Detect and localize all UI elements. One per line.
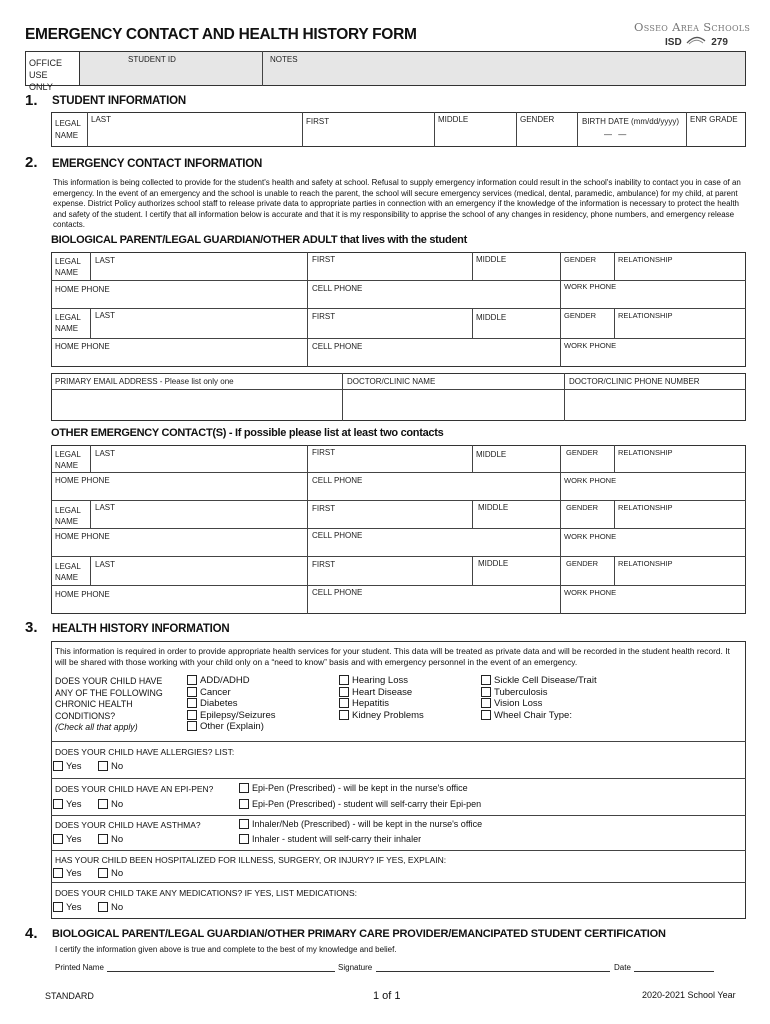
contact1-work-phone-field[interactable]: WORK PHONE <box>564 476 617 485</box>
section-3-title: HEALTH HISTORY INFORMATION <box>52 623 230 635</box>
footer-standard: STANDARD <box>45 991 94 1001</box>
birth-date-blanks: — — <box>604 130 629 139</box>
guardian1-last-field[interactable]: LAST <box>95 256 116 265</box>
checkbox-icon[interactable] <box>187 721 197 731</box>
checkbox-icon[interactable] <box>239 799 249 809</box>
condition-kidney[interactable]: Kidney Problems <box>339 710 424 722</box>
checkbox-icon[interactable] <box>239 834 249 844</box>
guardian2-legal-name-label: LEGAL NAME <box>55 313 81 333</box>
contact1-last-field[interactable]: LAST <box>95 449 116 458</box>
contact1-first-field[interactable]: FIRST <box>312 448 336 457</box>
guardian-block <box>51 252 746 367</box>
medications-no[interactable]: No <box>98 902 123 914</box>
section-1-title: STUDENT INFORMATION <box>52 95 186 107</box>
logo-isd: ISD <box>665 37 682 48</box>
checkbox-icon[interactable] <box>481 675 491 685</box>
footer-page-number: 1 of 1 <box>373 990 401 1002</box>
condition-hepatitis[interactable]: Hepatitis <box>339 698 424 710</box>
contact1-home-phone-field[interactable]: HOME PHONE <box>55 476 110 485</box>
guardian2-home-phone-field[interactable]: HOME PHONE <box>55 342 110 351</box>
signature-line[interactable] <box>376 971 610 972</box>
chronic-q-line-2: ANY OF THE FOLLOWING <box>55 687 163 698</box>
contact2-home-phone-field[interactable]: HOME PHONE <box>55 532 110 541</box>
guardian1-gender-field[interactable]: GENDER <box>564 255 597 264</box>
logo-swoosh-icon <box>685 36 707 46</box>
asthma-yes[interactable]: Yes <box>53 834 82 846</box>
printed-name-line[interactable] <box>107 971 335 972</box>
guardian2-gender-field[interactable]: GENDER <box>564 311 597 320</box>
other-contacts-block <box>51 445 746 614</box>
section-2-intro: This information is being collected to provide for the student's health and safety at school. Refusal to supply emergency information could result in the school's inability to contact you in case of an emergency. In the event of an emergency and the school is unable to reach the parent, the school will secure emergency services (medical, dental, paramedic, ambulance) for my child, at parent expense. District Policy authorizes school staff to release private data to appropriate parties in connection with an emergency if the knowledge of the information is necessary to protect the health and safety of the student. I certify that all information below is accurate and that it is my responsibility to apprise the school of any changes in residency, phone numbers, and emergency release contacts. <box>53 178 741 229</box>
office-use-label: OFFICE USE ONLY <box>29 58 62 92</box>
chronic-q-line-4: CONDITIONS? <box>55 710 116 721</box>
condition-tuberculosis[interactable]: Tuberculosis <box>481 687 597 699</box>
guardian2-relationship-field[interactable]: RELATIONSHIP <box>618 311 673 320</box>
chronic-q-line-3: CHRONIC HEALTH <box>55 699 133 710</box>
contact3-first-field[interactable]: FIRST <box>312 560 336 569</box>
section-4-number: 4. <box>25 925 38 942</box>
checkbox-icon[interactable] <box>481 710 491 720</box>
epipen-yes[interactable]: Yes <box>53 799 82 811</box>
section-1-number: 1. <box>25 92 38 109</box>
guardian1-cell-phone-field[interactable]: CELL PHONE <box>312 284 363 293</box>
form-title: EMERGENCY CONTACT AND HEALTH HISTORY FORM <box>25 26 417 43</box>
condition-wheel-chair[interactable]: Wheel Chair Type: <box>481 710 597 722</box>
contact2-cell-phone-field[interactable]: CELL PHONE <box>312 531 363 540</box>
contact3-cell-phone-field[interactable]: CELL PHONE <box>312 588 363 597</box>
contact2-first-field[interactable]: FIRST <box>312 504 336 513</box>
date-line[interactable] <box>634 971 714 972</box>
contact1-middle-field[interactable]: MIDDLE <box>476 450 507 459</box>
inhaler-self-carry-option[interactable]: Inhaler - student will self-carry their inhaler <box>239 834 421 846</box>
doctor-clinic-name-field[interactable]: DOCTOR/CLINIC NAME <box>347 377 436 386</box>
checkbox-icon[interactable] <box>239 819 249 829</box>
checkbox-icon[interactable] <box>239 783 249 793</box>
section-3-intro: This information is required in order to provide appropriate health services for your student. This data will be treated as private data and will be recorded in the student health record. It will be shared with those working with your child only on a “need to know” basis and with emergency personnel in the event of an emergency. <box>55 646 730 667</box>
contact1-legal-name-label: LEGAL NAME <box>55 450 81 470</box>
student-birth-date-field[interactable]: BIRTH DATE (mm/dd/yyyy) <box>582 117 680 126</box>
epipen-question: DOES YOUR CHILD HAVE AN EPI-PEN? <box>55 784 214 794</box>
checkbox-icon[interactable] <box>53 799 63 809</box>
primary-email-field[interactable]: PRIMARY EMAIL ADDRESS - Please list only one <box>55 377 234 386</box>
condition-hearing-loss[interactable]: Hearing Loss <box>339 675 424 687</box>
footer-school-year: 2020-2021 School Year <box>642 990 736 1000</box>
district-logo-number <box>665 36 728 48</box>
contact3-legal-name-label: LEGAL NAME <box>55 562 81 582</box>
student-legal-name-label: LEGAL NAME <box>55 119 81 140</box>
condition-epilepsy[interactable]: Epilepsy/Seizures <box>187 710 276 722</box>
checkbox-icon[interactable] <box>53 834 63 844</box>
certify-statement: I certify the information given above is true and complete to the best of my knowledge and belief. <box>55 945 397 954</box>
student-enr-grade-field[interactable]: ENR GRADE <box>690 115 738 124</box>
section-2-number: 2. <box>25 154 38 171</box>
district-logo-name: Osseo Area Schools <box>634 20 751 34</box>
checkbox-icon[interactable] <box>98 834 108 844</box>
contact2-middle-field[interactable]: MIDDLE <box>478 503 509 512</box>
epipen-nurse-option[interactable]: Epi-Pen (Prescribed) - will be kept in the nurse's office <box>239 783 468 795</box>
medications-yes[interactable]: Yes <box>53 902 82 914</box>
logo-279: 279 <box>711 37 728 48</box>
contact3-last-field[interactable]: LAST <box>95 560 116 569</box>
guardian-subtitle: BIOLOGICAL PARENT/LEGAL GUARDIAN/OTHER ADULT that lives with the student <box>51 234 467 246</box>
contact2-gender-field[interactable]: GENDER <box>566 503 599 512</box>
contact3-gender-field[interactable]: GENDER <box>566 559 599 568</box>
student-first-field[interactable]: FIRST <box>306 117 330 126</box>
section-2-title: EMERGENCY CONTACT INFORMATION <box>52 158 263 170</box>
allergies-question: DOES YOUR CHILD HAVE ALLERGIES? LIST: <box>55 747 235 757</box>
contact3-middle-field[interactable]: MIDDLE <box>478 559 509 568</box>
checkbox-icon[interactable] <box>98 799 108 809</box>
section-3-number: 3. <box>25 619 38 636</box>
hospitalized-no[interactable]: No <box>98 868 123 880</box>
guardian1-legal-name-label: LEGAL NAME <box>55 257 81 277</box>
contact2-last-field[interactable]: LAST <box>95 503 116 512</box>
checkbox-icon[interactable] <box>481 698 491 708</box>
section-4-title: BIOLOGICAL PARENT/LEGAL GUARDIAN/OTHER PRIMARY CARE PROVIDER/EMANCIPATED STUDENT CERTIFICATION <box>52 928 666 940</box>
other-contacts-subtitle: OTHER EMERGENCY CONTACT(S) - If possible please list at least two contacts <box>51 427 444 439</box>
guardian1-middle-field[interactable]: MIDDLE <box>476 255 507 264</box>
conditions-column-3 <box>481 675 597 721</box>
chronic-q-note: (Check all that apply) <box>55 722 138 733</box>
checkbox-icon[interactable] <box>98 868 108 878</box>
asthma-question: DOES YOUR CHILD HAVE ASTHMA? <box>55 820 201 830</box>
epipen-self-carry-option[interactable]: Epi-Pen (Prescribed) - student will self-carry their Epi-pen <box>239 799 481 811</box>
conditions-column-1 <box>187 675 276 733</box>
guardian1-work-phone-field[interactable]: WORK PHONE <box>564 282 617 291</box>
guardian1-first-field[interactable]: FIRST <box>312 255 336 264</box>
contact2-relationship-field[interactable]: RELATIONSHIP <box>618 503 673 512</box>
conditions-column-2 <box>339 675 424 721</box>
allergies-no[interactable]: No <box>98 761 123 773</box>
checkbox-icon[interactable] <box>339 710 349 720</box>
checkbox-icon[interactable] <box>53 761 63 771</box>
checkbox-icon[interactable] <box>53 868 63 878</box>
contact1-gender-field[interactable]: GENDER <box>566 448 599 457</box>
checkbox-icon[interactable] <box>53 902 63 912</box>
chronic-conditions-question <box>55 676 163 734</box>
student-middle-field[interactable]: MIDDLE <box>438 115 469 124</box>
inhaler-nurse-option[interactable]: Inhaler/Neb (Prescribed) - will be kept in the nurse's office <box>239 819 482 831</box>
contact3-relationship-field[interactable]: RELATIONSHIP <box>618 559 673 568</box>
condition-diabetes[interactable]: Diabetes <box>187 698 276 710</box>
checkbox-icon[interactable] <box>187 687 197 697</box>
checkbox-icon[interactable] <box>187 698 197 708</box>
doctor-clinic-phone-field[interactable]: DOCTOR/CLINIC PHONE NUMBER <box>569 377 700 386</box>
checkbox-icon[interactable] <box>187 710 197 720</box>
contact2-legal-name-label: LEGAL NAME <box>55 506 81 526</box>
guardian2-first-field[interactable]: FIRST <box>312 312 336 321</box>
checkbox-icon[interactable] <box>339 687 349 697</box>
checkbox-icon[interactable] <box>98 761 108 771</box>
condition-sickle-cell[interactable]: Sickle Cell Disease/Trait <box>481 675 597 687</box>
condition-other[interactable]: Other (Explain) <box>187 721 276 733</box>
asthma-no[interactable]: No <box>98 834 123 846</box>
guardian1-relationship-field[interactable]: RELATIONSHIP <box>618 255 673 264</box>
medications-question: DOES YOUR CHILD TAKE ANY MEDICATIONS? IF YES, LIST MEDICATIONS: <box>55 888 357 898</box>
allergies-yes[interactable]: Yes <box>53 761 82 773</box>
date-label: Date <box>614 963 631 972</box>
checkbox-icon[interactable] <box>98 902 108 912</box>
signature-label: Signature <box>338 963 373 972</box>
contact3-home-phone-field[interactable]: HOME PHONE <box>55 590 110 599</box>
guardian2-middle-field[interactable]: MIDDLE <box>476 313 507 322</box>
guardian2-last-field[interactable]: LAST <box>95 311 116 320</box>
condition-cancer[interactable]: Cancer <box>187 687 276 699</box>
guardian1-home-phone-field[interactable]: HOME PHONE <box>55 285 110 294</box>
contact1-cell-phone-field[interactable]: CELL PHONE <box>312 476 363 485</box>
contact1-relationship-field[interactable]: RELATIONSHIP <box>618 448 673 457</box>
condition-add-adhd[interactable]: ADD/ADHD <box>187 675 276 687</box>
checkbox-icon[interactable] <box>481 687 491 697</box>
contact3-work-phone-field[interactable]: WORK PHONE <box>564 588 617 597</box>
hospitalized-yes[interactable]: Yes <box>53 868 82 880</box>
student-last-field[interactable]: LAST <box>91 115 112 124</box>
guardian2-cell-phone-field[interactable]: CELL PHONE <box>312 342 363 351</box>
chronic-q-line-1: DOES YOUR CHILD HAVE <box>55 676 163 686</box>
hospitalized-question: HAS YOUR CHILD BEEN HOSPITALIZED FOR ILLNESS, SURGERY, OR INJURY? IF YES, EXPLAIN: <box>55 855 447 865</box>
office-notes-label: NOTES <box>270 55 298 64</box>
checkbox-icon[interactable] <box>339 698 349 708</box>
student-gender-field[interactable]: GENDER <box>520 115 555 124</box>
condition-vision-loss[interactable]: Vision Loss <box>481 698 597 710</box>
contact2-work-phone-field[interactable]: WORK PHONE <box>564 532 617 541</box>
checkbox-icon[interactable] <box>187 675 197 685</box>
epipen-no[interactable]: No <box>98 799 123 811</box>
printed-name-label: Printed Name <box>55 963 104 972</box>
checkbox-icon[interactable] <box>339 675 349 685</box>
condition-heart-disease[interactable]: Heart Disease <box>339 687 424 699</box>
office-student-id-label: STUDENT ID <box>128 55 176 64</box>
guardian2-work-phone-field[interactable]: WORK PHONE <box>564 341 617 350</box>
